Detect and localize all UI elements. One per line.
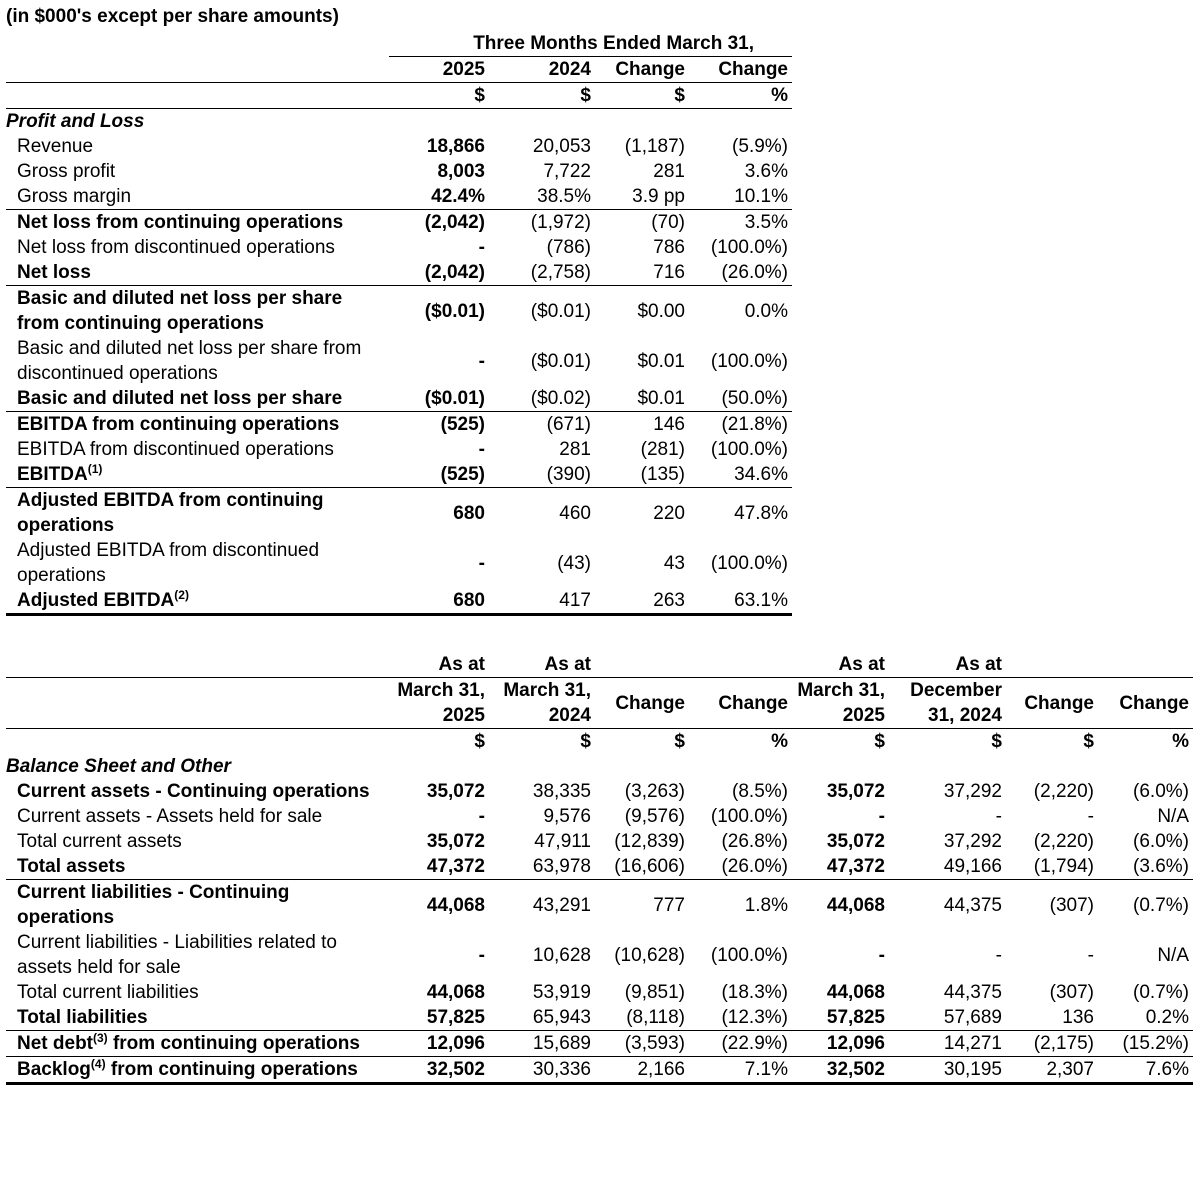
row-label: Net loss xyxy=(6,260,389,286)
cell-value: 12,096 xyxy=(792,1031,889,1057)
cell-value: 3.5% xyxy=(744,212,789,233)
cell-value: (26.0%) xyxy=(689,854,792,880)
cell-value: ($0.01) xyxy=(530,350,591,372)
cell-value: 32,502 xyxy=(792,1057,889,1084)
cell-value: 63.1% xyxy=(689,588,792,615)
table-row xyxy=(6,286,792,337)
row-label: Basic and diluted net loss per share from discontinued operations xyxy=(17,338,362,384)
row-label xyxy=(6,1057,389,1084)
cell-value: 57,825 xyxy=(792,1005,889,1031)
footnote-marker: (3) xyxy=(93,1031,108,1045)
table-row xyxy=(6,980,1193,1005)
bs-as-at-row xyxy=(6,652,1193,678)
pl-col-change: Change xyxy=(595,57,689,83)
cell-value: - xyxy=(478,237,485,258)
cell-value: 12,096 xyxy=(389,1031,489,1057)
cell-value: 34.6% xyxy=(689,462,792,488)
pl-column-header-row xyxy=(6,57,792,83)
pl-unit: $ xyxy=(474,85,485,106)
row-label-text: from continuing operations xyxy=(105,1059,358,1080)
cell-value: (5.9%) xyxy=(732,136,789,157)
bs-col-change: Change xyxy=(595,678,689,729)
cell-value: 3.6% xyxy=(744,161,789,182)
cell-value: (3.6%) xyxy=(1098,854,1193,880)
cell-value: (6.0%) xyxy=(1133,781,1189,802)
cell-value: 220 xyxy=(653,502,685,524)
cell-value: 35,072 xyxy=(826,781,885,802)
cell-value: $0.01 xyxy=(637,350,685,372)
cell-value: (135) xyxy=(595,462,689,488)
cell-value: 3.9 pp xyxy=(595,184,689,210)
pl-period-header: Three Months Ended March 31, xyxy=(389,31,792,57)
row-label-text: Backlog xyxy=(17,1059,91,1080)
cell-value: (8.5%) xyxy=(732,781,788,802)
pl-col-2025: 2025 xyxy=(389,57,489,83)
cell-value: 0.0% xyxy=(744,300,789,322)
cell-value: 417 xyxy=(489,588,595,615)
cell-value: 44,375 xyxy=(943,982,1002,1003)
cell-value: 37,292 xyxy=(943,781,1002,802)
cell-value: - xyxy=(1087,944,1094,966)
row-label: Current liabilities - Continuing operations xyxy=(17,882,290,928)
bs-col-change: Change xyxy=(1006,678,1098,729)
row-label: Adjusted EBITDA from discontinued operations xyxy=(17,540,320,586)
cell-value: 30,336 xyxy=(489,1057,595,1084)
table-row xyxy=(6,412,792,438)
row-label xyxy=(6,1031,389,1057)
cell-value: 716 xyxy=(595,260,689,286)
bs-unit: % xyxy=(771,731,788,752)
cell-value: 2,166 xyxy=(595,1057,689,1084)
cell-value: N/A xyxy=(1157,806,1189,827)
cell-value: 8,003 xyxy=(437,161,485,182)
table-row xyxy=(6,804,1193,829)
bs-col-date: March 31, 2025 xyxy=(792,678,889,729)
bs-col-date: December 31, 2024 xyxy=(889,678,1006,729)
table-row xyxy=(6,235,792,260)
row-label: Basic and diluted net loss per share xyxy=(6,386,389,412)
table-row xyxy=(6,779,1193,804)
table-row xyxy=(6,829,1193,854)
cell-value: 47,372 xyxy=(792,854,889,880)
cell-value: (1,794) xyxy=(1006,854,1098,880)
cell-value: (307) xyxy=(1049,982,1094,1003)
cell-value: 53,919 xyxy=(532,982,591,1003)
cell-value: 7,722 xyxy=(543,161,591,182)
cell-value: (100.0%) xyxy=(710,806,788,827)
pl-period-header-row xyxy=(6,31,792,57)
cell-value: (0.7%) xyxy=(1133,982,1189,1003)
cell-value: ($0.02) xyxy=(489,386,595,412)
cell-value: $0.00 xyxy=(637,300,685,322)
cell-value: (18.3%) xyxy=(721,982,788,1003)
cell-value: 18,866 xyxy=(426,136,485,157)
bs-as-at: As at xyxy=(889,652,1006,678)
cell-value: 786 xyxy=(653,237,685,258)
bs-units-row xyxy=(6,729,1193,755)
cell-value: 44,375 xyxy=(943,894,1002,916)
cell-value: - xyxy=(478,552,485,574)
bs-column-header-row xyxy=(6,678,1193,729)
row-label xyxy=(6,462,389,488)
cell-value: 44,068 xyxy=(826,982,885,1003)
cell-value: 47,372 xyxy=(389,854,489,880)
cell-value: 2,307 xyxy=(1006,1057,1098,1084)
row-label: Gross profit xyxy=(17,161,116,182)
table-row xyxy=(6,1031,1193,1057)
pl-unit: % xyxy=(771,85,789,106)
cell-value: (100.0%) xyxy=(710,350,789,372)
table-row xyxy=(6,159,792,184)
pl-section-row xyxy=(6,109,792,135)
cell-value: (2,042) xyxy=(389,260,489,286)
row-label xyxy=(6,588,389,615)
table-row xyxy=(6,880,1193,931)
cell-value: 44,068 xyxy=(426,982,485,1003)
cell-value: 49,166 xyxy=(889,854,1006,880)
row-label: Current assets - Continuing operations xyxy=(17,781,370,802)
cell-value: (22.9%) xyxy=(689,1031,792,1057)
bs-unit: $ xyxy=(474,731,485,752)
cell-value: (2,220) xyxy=(1033,781,1094,802)
table-row xyxy=(6,260,792,286)
profit-loss-table xyxy=(6,31,792,616)
units-note: (in $000's except per share amounts) xyxy=(6,6,339,27)
cell-value: $0.01 xyxy=(595,386,689,412)
cell-value: (2,042) xyxy=(424,212,485,233)
cell-value: (15.2%) xyxy=(1098,1031,1193,1057)
row-label: EBITDA from continuing operations xyxy=(17,414,340,435)
cell-value: - xyxy=(995,944,1002,966)
bs-unit: $ xyxy=(991,731,1002,752)
cell-value: - xyxy=(478,806,485,827)
cell-value: (3,593) xyxy=(595,1031,689,1057)
pl-section-title: Profit and Loss xyxy=(6,111,145,132)
cell-value: (12.3%) xyxy=(689,1005,792,1031)
cell-value: - xyxy=(995,806,1002,827)
cell-value: N/A xyxy=(1157,944,1189,966)
table-row xyxy=(6,588,792,615)
cell-value: (16,606) xyxy=(595,854,689,880)
footnote-marker: (2) xyxy=(174,588,189,602)
cell-value: 460 xyxy=(559,502,591,524)
cell-value: 7.1% xyxy=(689,1057,792,1084)
cell-value: - xyxy=(478,439,485,460)
cell-value: 680 xyxy=(389,588,489,615)
row-label: Revenue xyxy=(17,136,94,157)
row-label: Total assets xyxy=(6,854,389,880)
table-row xyxy=(6,386,792,412)
cell-value: - xyxy=(478,350,485,372)
cell-value: (671) xyxy=(546,414,591,435)
pl-col-2024: 2024 xyxy=(489,57,595,83)
cell-value: (43) xyxy=(557,552,591,574)
row-label: Net loss from discontinued operations xyxy=(17,237,335,258)
cell-value: 37,292 xyxy=(943,831,1002,852)
row-label: Gross margin xyxy=(6,184,389,210)
cell-value: 680 xyxy=(453,502,485,524)
table-row xyxy=(6,538,792,588)
bs-col-change-pct: Change xyxy=(1098,678,1193,729)
bs-section-row xyxy=(6,754,1193,779)
cell-value: (307) xyxy=(1049,894,1094,916)
table-row xyxy=(6,184,792,210)
table-row xyxy=(6,854,1193,880)
cell-value: 57,689 xyxy=(889,1005,1006,1031)
cell-value: 44,068 xyxy=(826,894,885,916)
cell-value: 47,911 xyxy=(534,831,591,852)
row-label-text: Net debt xyxy=(17,1033,93,1054)
cell-value: 57,825 xyxy=(389,1005,489,1031)
cell-value: (26.8%) xyxy=(721,831,788,852)
cell-value: (1,972) xyxy=(530,212,591,233)
cell-value: (10,628) xyxy=(614,944,685,966)
cell-value: 63,978 xyxy=(489,854,595,880)
cell-value: - xyxy=(478,944,485,966)
cell-value: 35,072 xyxy=(826,831,885,852)
cell-value: 42.4% xyxy=(389,184,489,210)
footnote-marker: (1) xyxy=(87,462,103,476)
cell-value: 777 xyxy=(653,894,685,916)
bs-as-at: As at xyxy=(792,652,889,678)
row-label-text: EBITDA xyxy=(17,464,88,485)
cell-value: - xyxy=(878,806,885,827)
bs-section-title: Balance Sheet and Other xyxy=(6,756,231,777)
cell-value: 281 xyxy=(653,161,685,182)
cell-value: (2,758) xyxy=(489,260,595,286)
cell-value: 15,689 xyxy=(489,1031,595,1057)
table-row xyxy=(6,336,792,386)
cell-value: 30,195 xyxy=(889,1057,1006,1084)
cell-value: 43,291 xyxy=(532,894,591,916)
cell-value: - xyxy=(878,944,885,966)
bs-as-at: As at xyxy=(389,652,489,678)
bs-unit: $ xyxy=(674,731,685,752)
table-row xyxy=(6,1005,1193,1031)
cell-value: 10,628 xyxy=(532,944,591,966)
bs-col-date: March 31, 2024 xyxy=(489,678,595,729)
table-row xyxy=(6,437,792,462)
row-label: Current liabilities - Liabilities related to assets held for sale xyxy=(17,932,337,978)
cell-value: (281) xyxy=(640,439,685,460)
pl-unit: $ xyxy=(580,85,591,106)
cell-value: ($0.01) xyxy=(530,300,591,322)
cell-value: ($0.01) xyxy=(424,300,485,322)
cell-value: (9,851) xyxy=(624,982,685,1003)
row-label: Total liabilities xyxy=(6,1005,389,1031)
cell-value: 38,335 xyxy=(532,781,591,802)
cell-value: 0.2% xyxy=(1098,1005,1193,1031)
cell-value: (525) xyxy=(440,414,485,435)
cell-value: (70) xyxy=(651,212,685,233)
cell-value: (100.0%) xyxy=(710,439,789,460)
bs-unit: $ xyxy=(580,731,591,752)
row-label: Current assets - Assets held for sale xyxy=(17,806,323,827)
bs-unit: $ xyxy=(1083,731,1094,752)
footnote-marker: (4) xyxy=(90,1057,106,1071)
cell-value: (1,187) xyxy=(624,136,685,157)
cell-value: (0.7%) xyxy=(1133,894,1189,916)
cell-value: 35,072 xyxy=(426,781,485,802)
cell-value: 14,271 xyxy=(889,1031,1006,1057)
cell-value: (3,263) xyxy=(624,781,685,802)
row-label: Total current liabilities xyxy=(17,982,199,1003)
cell-value: (26.0%) xyxy=(689,260,792,286)
cell-value: - xyxy=(1087,806,1094,827)
cell-value: (8,118) xyxy=(595,1005,689,1031)
bs-unit: $ xyxy=(874,731,885,752)
row-label: Basic and diluted net loss per share from continuing operations xyxy=(17,288,343,334)
row-label-text: Adjusted EBITDA xyxy=(17,590,175,611)
table-row xyxy=(6,1057,1193,1084)
cell-value: (786) xyxy=(546,237,591,258)
row-label: Adjusted EBITDA from continuing operations xyxy=(17,490,324,536)
balance-sheet-table xyxy=(6,652,1193,1085)
cell-value: 263 xyxy=(595,588,689,615)
cell-value: 43 xyxy=(663,552,685,574)
cell-value: 10.1% xyxy=(689,184,792,210)
cell-value: (100.0%) xyxy=(710,237,789,258)
table-row xyxy=(6,134,792,159)
row-label: EBITDA from discontinued operations xyxy=(17,439,334,460)
cell-value: (525) xyxy=(389,462,489,488)
table-row xyxy=(6,488,792,539)
cell-value: 47.8% xyxy=(734,502,789,524)
cell-value: 281 xyxy=(559,439,591,460)
cell-value: 32,502 xyxy=(389,1057,489,1084)
bs-unit: % xyxy=(1172,731,1189,752)
bs-as-at: As at xyxy=(489,652,595,678)
table-row xyxy=(6,210,792,236)
cell-value: 38.5% xyxy=(489,184,595,210)
row-label-text: from continuing operations xyxy=(107,1033,360,1054)
pl-units-row xyxy=(6,83,792,109)
cell-value: (12,839) xyxy=(614,831,685,852)
cell-value: 7.6% xyxy=(1098,1057,1193,1084)
cell-value: 35,072 xyxy=(426,831,485,852)
cell-value: 65,943 xyxy=(489,1005,595,1031)
cell-value: (100.0%) xyxy=(710,552,789,574)
pl-unit: $ xyxy=(674,85,685,106)
cell-value: 9,576 xyxy=(543,806,591,827)
row-label: Net loss from continuing operations xyxy=(17,212,344,233)
cell-value: (21.8%) xyxy=(721,414,789,435)
cell-value: (2,175) xyxy=(1006,1031,1098,1057)
cell-value: 44,068 xyxy=(426,894,485,916)
bs-col-change-pct: Change xyxy=(689,678,792,729)
bs-col-date: March 31, 2025 xyxy=(389,678,489,729)
cell-value: (9,576) xyxy=(624,806,685,827)
cell-value: (6.0%) xyxy=(1133,831,1189,852)
cell-value: 146 xyxy=(653,414,685,435)
cell-value: (390) xyxy=(489,462,595,488)
cell-value: (2,220) xyxy=(1033,831,1094,852)
cell-value: (50.0%) xyxy=(689,386,792,412)
row-label: Total current assets xyxy=(17,831,182,852)
pl-col-change-pct: Change xyxy=(689,57,792,83)
cell-value: 20,053 xyxy=(532,136,591,157)
cell-value: 1.8% xyxy=(744,894,788,916)
cell-value: (100.0%) xyxy=(710,944,788,966)
table-row xyxy=(6,462,792,488)
cell-value: ($0.01) xyxy=(389,386,489,412)
cell-value: 136 xyxy=(1006,1005,1098,1031)
table-row xyxy=(6,930,1193,980)
